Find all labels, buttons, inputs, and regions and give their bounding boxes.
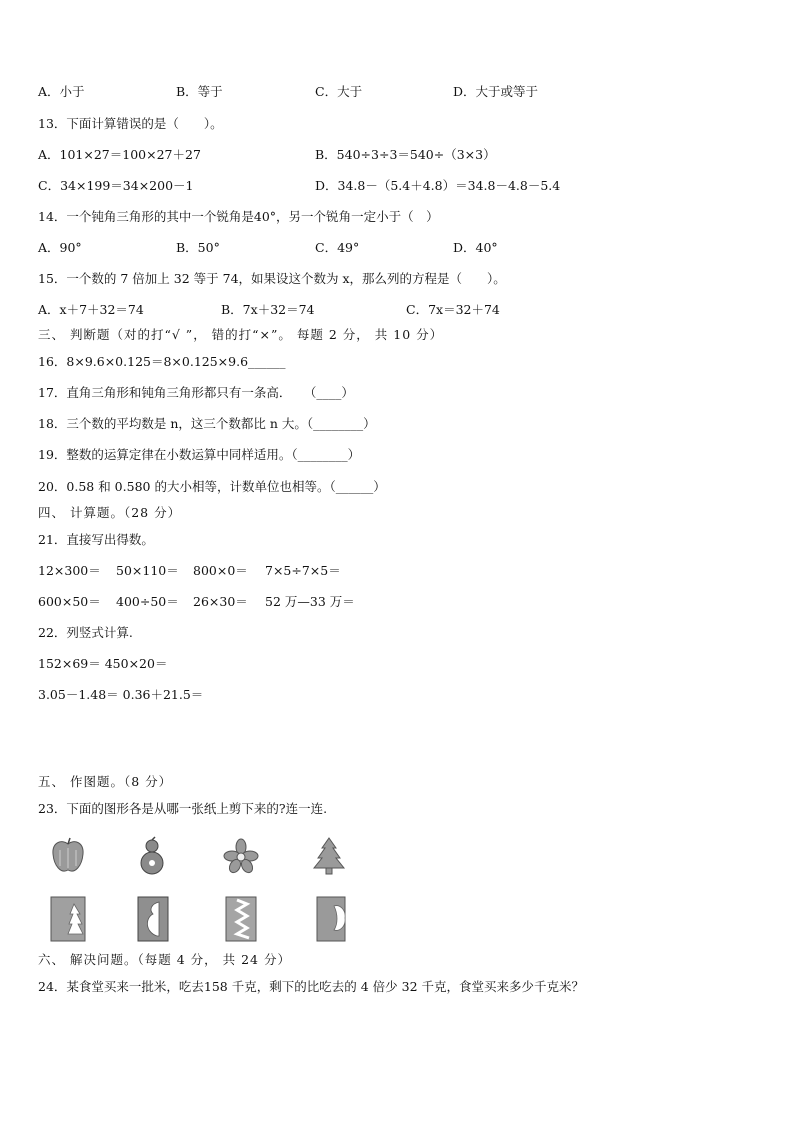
section-6-heading: 六、 解决问题。（每题 4 分， 共 24 分）: [38, 952, 291, 967]
section-4-heading: 四、 计算题。（28 分）: [38, 505, 182, 520]
q14-option-d: D．40°: [453, 240, 498, 255]
q14-option-c: C．49°: [315, 240, 360, 255]
q21-item: 800×0＝: [193, 563, 248, 578]
q21-item: 600×50＝: [38, 594, 101, 609]
q13-option-d: D．34.8－（5.4＋4.8）＝34.8－4.8－5.4: [315, 178, 561, 193]
q21-item: 50×110＝: [116, 563, 179, 578]
q23-stem: 23．下面的图形各是从哪一张纸上剪下来的?连一连.: [38, 801, 328, 816]
gourd-shape-icon: [135, 836, 169, 876]
q14-option-a: A．90°: [38, 240, 82, 255]
q15-stem: 15．一个数的 7 倍加上 32 等于 74，如果设这个数为 x，那么列的方程是（ ）。: [38, 271, 506, 286]
q21-item: 52 万—33 万＝: [265, 594, 355, 609]
q15-option-c: C．7x＝32＋74: [406, 302, 500, 317]
q18: 18．三个数的平均数是 n，这三个数都比 n 大。（________）: [38, 416, 376, 431]
q15-option-b: B．7x＋32＝74: [221, 302, 315, 317]
paper-gourd-hole-icon: [137, 896, 169, 942]
q14-option-b: B．50°: [176, 240, 220, 255]
q17: 17．直角三角形和钝角三角形都只有一条高． （____）: [38, 385, 354, 400]
q12-option-d: D．大于或等于: [453, 84, 539, 99]
paper-apple-hole-icon: [316, 896, 346, 942]
q13-option-b: B．540÷3÷3＝540÷（3×3）: [315, 147, 496, 162]
q14-stem: 14．一个钝角三角形的其中一个锐角是40°，另一个锐角一定小于（ ）: [38, 209, 439, 224]
q21-stem: 21．直接写出得数。: [38, 532, 154, 547]
q13-option-a: A．101×27＝100×27＋27: [38, 147, 201, 162]
q21-item: 7×5÷7×5＝: [265, 563, 341, 578]
q16: 16．8×9.6×0.125＝8×0.125×9.6______: [38, 354, 286, 369]
section-3-heading: 三、 判断题（对的打“√ ”， 错的打“×”。 每题 2 分， 共 10 分）: [38, 327, 444, 342]
q15-option-a: A．x＋7＋32＝74: [38, 302, 144, 317]
q24: 24．某食堂买来一批米，吃去158 千克，剩下的比吃去的 4 倍少 32 千克，食堂买来多少千克米？: [38, 979, 584, 994]
paper-tree-hole-icon: [50, 896, 86, 942]
q12-option-b: B．等于: [176, 84, 223, 99]
q13-stem: 13．下面计算错误的是（ ）。: [38, 116, 223, 131]
q12-option-a: A．小于: [38, 84, 85, 99]
q21-item: 400÷50＝: [116, 594, 179, 609]
q13-option-c: C．34×199＝34×200－1: [38, 178, 194, 193]
q21-item: 26×30＝: [193, 594, 248, 609]
q19: 19．整数的运算定律在小数运算中同样适用。（________）: [38, 447, 361, 462]
q12-option-c: C．大于: [315, 84, 363, 99]
q20: 20．0.58 和 0.580 的大小相等，计数单位也相等。（______）: [38, 479, 386, 494]
section-5-heading: 五、 作图题。（8 分）: [38, 774, 173, 789]
apple-shape-icon: [48, 836, 88, 876]
paper-flower-edge-icon: [225, 896, 257, 942]
q22-row-1: 152×69＝ 450×20＝: [38, 656, 168, 671]
flower-shape-icon: [221, 838, 261, 874]
q22-row-2: 3.05－1.48＝ 0.36＋21.5＝: [38, 687, 204, 702]
q22-stem: 22．列竖式计算.: [38, 625, 133, 640]
tree-shape-icon: [312, 836, 346, 876]
q21-item: 12×300＝: [38, 563, 101, 578]
